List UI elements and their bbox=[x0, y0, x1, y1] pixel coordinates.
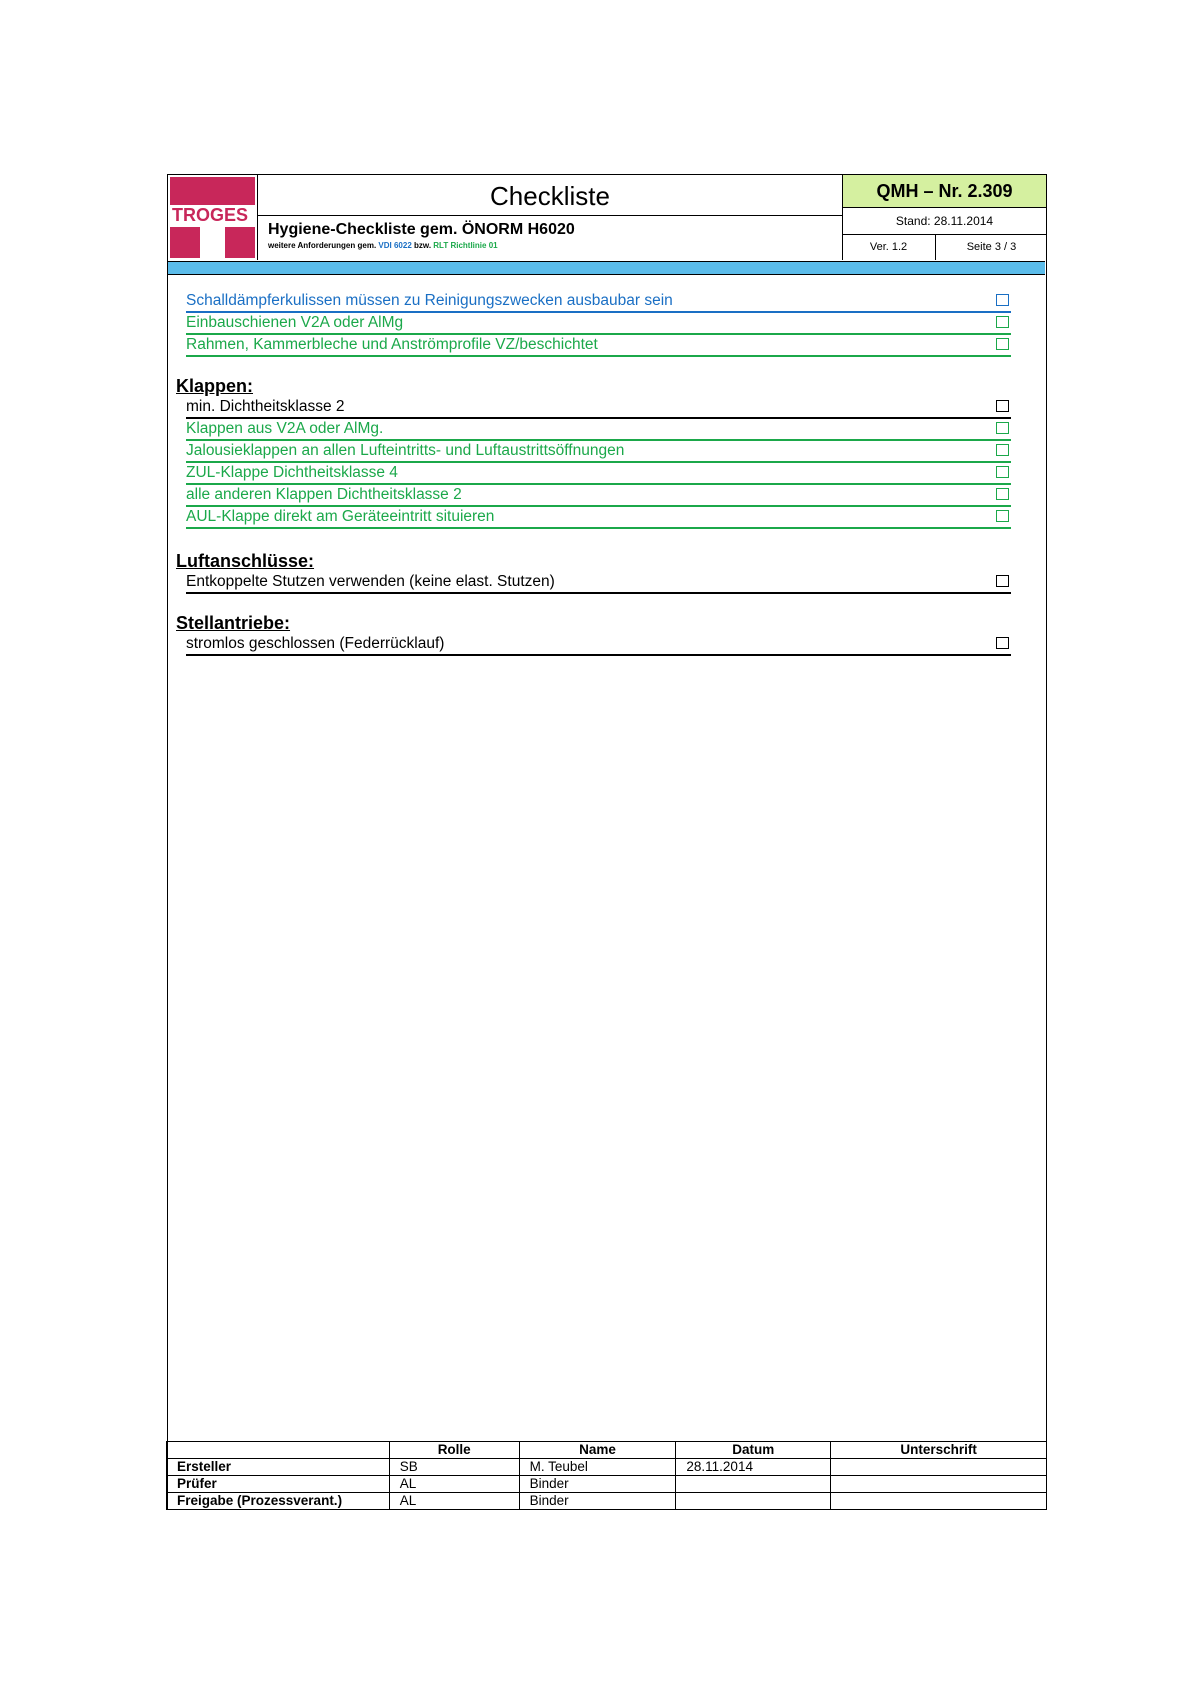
troges-logo bbox=[170, 177, 255, 258]
checklist-label: stromlos geschlossen (Federrücklauf) bbox=[186, 635, 445, 652]
document-header bbox=[168, 175, 1045, 260]
document-frame bbox=[167, 174, 1047, 1510]
checkbox[interactable] bbox=[996, 422, 1009, 434]
note-vdi: VDI 6022 bbox=[378, 241, 412, 250]
checklist-label: Entkoppelte Stutzen verwenden (keine elast. Stutzen) bbox=[186, 573, 555, 590]
checkbox[interactable] bbox=[996, 637, 1009, 649]
checklist-row bbox=[186, 441, 1011, 463]
checklist-label: ZUL-Klappe Dichtheitsklasse 4 bbox=[186, 464, 398, 481]
table-cell: Prüfer bbox=[167, 1476, 390, 1493]
checklist-row bbox=[186, 335, 1011, 357]
section-heading-stellantriebe: Stellantriebe: bbox=[176, 613, 291, 633]
checkbox[interactable] bbox=[996, 444, 1009, 456]
table-header-cell: Rolle bbox=[389, 1442, 519, 1459]
page-number: Seite 3 / 3 bbox=[935, 235, 1047, 260]
section-heading-klappen: Klappen: bbox=[176, 376, 254, 396]
row-underline bbox=[186, 592, 1011, 594]
note-prefix: weitere Anforderungen gem. bbox=[268, 241, 377, 250]
checkbox[interactable] bbox=[996, 488, 1009, 500]
checklist-row bbox=[186, 291, 1011, 313]
checklist-label: Jalousieklappen an allen Lufteintritts- und Luftaustrittsöffnungen bbox=[186, 442, 625, 459]
signature-table bbox=[166, 1441, 1047, 1510]
checklist-row bbox=[186, 463, 1011, 485]
checkbox[interactable] bbox=[996, 294, 1009, 306]
checklist-row bbox=[186, 419, 1011, 441]
table-header-cell: Datum bbox=[676, 1442, 831, 1459]
table-cell: Ersteller bbox=[167, 1459, 390, 1476]
checkbox[interactable] bbox=[996, 466, 1009, 478]
version: Ver. 1.2 bbox=[869, 241, 908, 253]
note-mid: bzw. bbox=[414, 241, 432, 250]
table-row bbox=[167, 1476, 1047, 1493]
table-row bbox=[167, 1493, 1047, 1510]
table-row bbox=[167, 1459, 1047, 1476]
checklist-label: alle anderen Klappen Dichtheitsklasse 2 bbox=[186, 486, 462, 503]
row-underline bbox=[186, 527, 1011, 529]
qmh-number: QMH – Nr. 2.309 bbox=[843, 175, 1046, 208]
table-header-cell: Unterschrift bbox=[831, 1442, 1047, 1459]
checklist-row bbox=[186, 485, 1011, 507]
row-underline bbox=[186, 355, 1011, 357]
header-divider-bar bbox=[168, 261, 1045, 275]
checklist-label: Rahmen, Kammerbleche und Anströmprofile VZ/beschichtet bbox=[186, 336, 598, 353]
table-cell: SB bbox=[389, 1459, 519, 1476]
checklist-row bbox=[186, 397, 1011, 419]
row-underline bbox=[186, 654, 1011, 656]
table-cell bbox=[676, 1476, 831, 1493]
table-cell: AL bbox=[389, 1493, 519, 1510]
page-subtitle: Hygiene-Checkliste gem. ÖNORM H6020 bbox=[268, 221, 575, 238]
table-cell: AL bbox=[389, 1476, 519, 1493]
checklist-row bbox=[186, 634, 1011, 656]
page-title: Checkliste bbox=[258, 175, 842, 216]
checkbox[interactable] bbox=[996, 316, 1009, 328]
stand-date: Stand: 28.11.2014 bbox=[843, 208, 1046, 235]
table-cell bbox=[831, 1493, 1047, 1510]
section-heading-luftanschluesse: Luftanschlüsse: bbox=[176, 551, 315, 571]
checklist-label: Einbauschienen V2A oder AlMg bbox=[186, 314, 404, 331]
logo-text: TROGES bbox=[172, 205, 249, 225]
table-header-cell bbox=[167, 1442, 390, 1459]
table-header-cell: Name bbox=[519, 1442, 676, 1459]
checklist-label: Schalldämpferkulissen müssen zu Reinigungszwecken ausbaubar sein bbox=[186, 292, 673, 309]
checklist-row bbox=[186, 507, 1011, 529]
checklist-label: min. Dichtheitsklasse 2 bbox=[186, 398, 345, 415]
checkbox[interactable] bbox=[996, 338, 1009, 350]
table-cell bbox=[676, 1493, 831, 1510]
checklist-row bbox=[186, 572, 1011, 594]
subtitle-note bbox=[268, 241, 498, 250]
table-cell bbox=[831, 1459, 1047, 1476]
table-cell: M. Teubel bbox=[519, 1459, 676, 1476]
checklist-label: Klappen aus V2A oder AlMg. bbox=[186, 420, 384, 437]
checkbox[interactable] bbox=[996, 400, 1009, 412]
table-header-row bbox=[167, 1442, 1047, 1459]
table-cell: 28.11.2014 bbox=[676, 1459, 831, 1476]
table-cell: Freigabe (Prozessverant.) bbox=[167, 1493, 390, 1510]
table-cell bbox=[831, 1476, 1047, 1493]
table-cell: Binder bbox=[519, 1493, 676, 1510]
table-cell: Binder bbox=[519, 1476, 676, 1493]
checkbox[interactable] bbox=[996, 510, 1009, 522]
note-rlt: RLT Richtlinie 01 bbox=[433, 241, 498, 250]
checklist-label: AUL-Klappe direkt am Geräteeintritt situieren bbox=[186, 508, 495, 525]
checklist-row bbox=[186, 313, 1011, 335]
header-meta bbox=[842, 175, 1046, 260]
checkbox[interactable] bbox=[996, 575, 1009, 587]
